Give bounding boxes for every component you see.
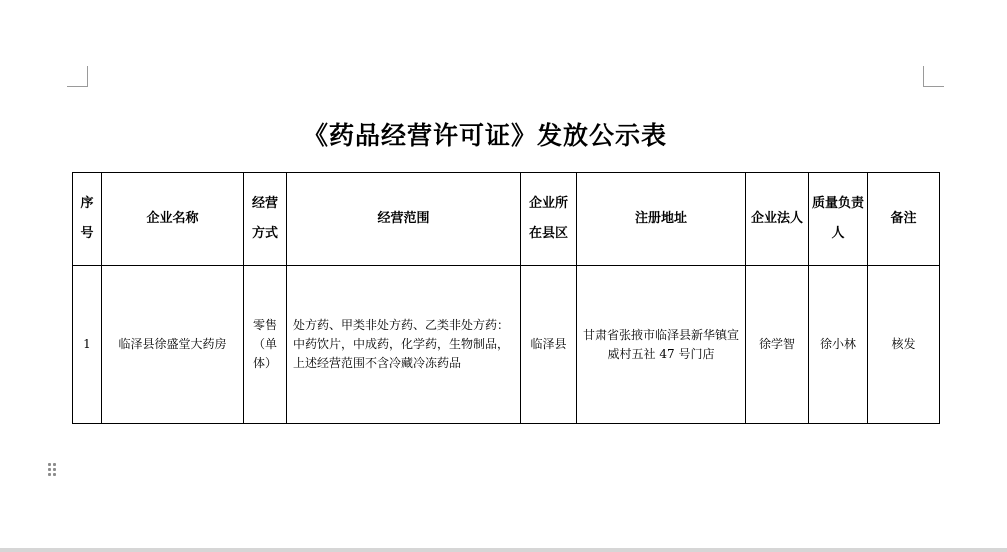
table-row (73, 266, 940, 424)
header-operation-mode: 经营方式 (244, 173, 287, 266)
header-quality-manager: 质量负责人 (809, 173, 868, 266)
cell-address: 甘肃省张掖市临泽县新华镇宣威村五社 47 号门店 (577, 266, 746, 424)
drag-handle-icon[interactable] (48, 463, 58, 479)
cell-company-name: 临泽县徐盛堂大药房 (102, 266, 244, 424)
header-remarks: 备注 (868, 173, 940, 266)
header-seq: 序号 (73, 173, 102, 266)
bottom-scrollbar[interactable] (0, 548, 1007, 552)
header-business-scope: 经营范围 (287, 173, 521, 266)
margin-corner-top-left (67, 66, 88, 87)
cell-operation-mode: 零售（单体） (244, 266, 287, 424)
cell-county: 临泽县 (521, 266, 577, 424)
cell-remarks: 核发 (868, 266, 940, 424)
cell-seq: 1 (73, 266, 102, 424)
header-address: 注册地址 (577, 173, 746, 266)
cell-business-scope: 处方药、甲类非处方药、乙类非处方药：中药饮片，中成药，化学药，生物制品，上述经营范围不含冷藏冷冻药品 (287, 266, 521, 424)
header-legal-person: 企业法人 (746, 173, 809, 266)
license-notice-table[interactable] (72, 172, 940, 424)
page-title: 《药品经营许可证》发放公示表 (302, 121, 667, 150)
cell-legal-person: 徐学智 (746, 266, 809, 424)
margin-corner-top-right (923, 66, 944, 87)
header-company-name: 企业名称 (102, 173, 244, 266)
cell-quality-manager: 徐小林 (809, 266, 868, 424)
header-county: 企业所在县区 (521, 173, 577, 266)
table-header-row (73, 173, 940, 266)
